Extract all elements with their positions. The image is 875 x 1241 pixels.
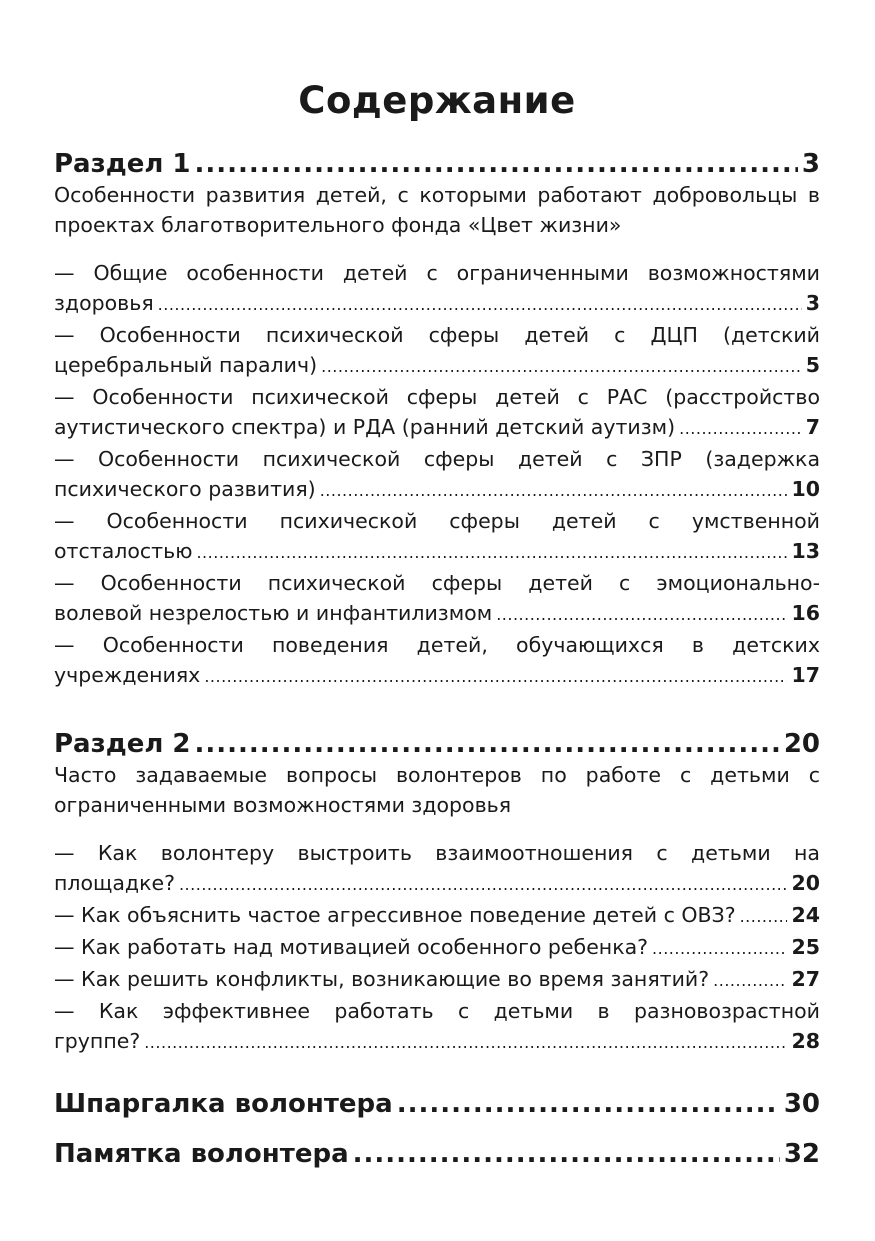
- toc-item-text-line-2: аутистического спектра) и РДА (ранний детский аутизм): [54, 415, 676, 439]
- cheatsheet-page: 30: [783, 1089, 820, 1119]
- toc-item-page: 3: [805, 291, 820, 315]
- toc-item-text-line-1: — Как волонтеру выстроить взаимоотношения с детьми на: [54, 841, 820, 865]
- toc-item-text-line-2: волевой незрелостью и инфантилизмом: [54, 601, 493, 625]
- toc-item-text-line-2: группе?: [54, 1029, 141, 1053]
- toc-entry-cheatsheet[interactable]: [54, 1088, 820, 1120]
- toc-item-text-line-1: — Общие особенности детей с ограниченными возможностями: [54, 261, 820, 285]
- toc-item-page: 27: [791, 967, 820, 991]
- toc-item-last-line: [54, 350, 820, 382]
- toc-item-text-line-1: — Как эффективнее работать с детьми в разновозрастной: [54, 999, 820, 1023]
- dot-leader: [204, 662, 787, 692]
- toc-item[interactable]: [54, 838, 820, 900]
- toc-item-page: 25: [791, 935, 820, 959]
- cheatsheet-title: Шпаргалка волонтера: [54, 1089, 393, 1119]
- toc-item-page: 5: [805, 353, 820, 377]
- toc-entry-section-2[interactable]: [54, 728, 820, 760]
- toc-item[interactable]: [54, 444, 820, 506]
- dot-leader: [179, 870, 788, 900]
- memo-page: 32: [783, 1139, 820, 1169]
- dot-leader: [320, 476, 788, 506]
- section-2-description: Часто задаваемые вопросы волонтеров по работе с детьми с ограниченными возможностями здоровья: [54, 763, 820, 817]
- toc-item-last-line: [54, 932, 820, 964]
- toc-item-last-line: [54, 412, 820, 444]
- toc-item-page: 7: [805, 415, 820, 439]
- toc-item-last-line: [54, 900, 820, 932]
- toc-item[interactable]: [54, 258, 820, 320]
- toc-item-text-line-2: здоровья: [54, 291, 154, 315]
- dot-leader: [353, 1138, 780, 1170]
- toc-item-text-line-2: церебральный паралич): [54, 353, 318, 377]
- toc-item-last-line: [54, 474, 820, 506]
- toc-entry-section-1[interactable]: [54, 148, 820, 180]
- dot-leader: [196, 538, 787, 568]
- dot-leader: [195, 728, 780, 760]
- section-2-page: 20: [783, 729, 820, 759]
- toc-item[interactable]: [54, 506, 820, 568]
- dot-leader: [158, 290, 802, 320]
- toc-item-text-line-1: — Особенности психической сферы детей с эмоционально-: [54, 571, 820, 595]
- dot-leader: [195, 148, 798, 180]
- toc-item[interactable]: [54, 964, 820, 996]
- toc-item-page: 24: [791, 903, 820, 927]
- toc-item-text-line-2: психического развития): [54, 477, 316, 501]
- table-of-contents: [54, 78, 820, 1170]
- toc-item-page: 17: [791, 663, 820, 687]
- dot-leader: [679, 414, 802, 444]
- toc-item-text-line-1: — Особенности психической сферы детей с ДЦП (детский: [54, 323, 820, 347]
- toc-item-text-line-2: площадке?: [54, 871, 175, 895]
- dot-leader: [496, 600, 787, 630]
- section-2-title: Раздел 2: [54, 729, 191, 759]
- toc-item-last-line: [54, 964, 820, 996]
- toc-item-last-line: [54, 868, 820, 900]
- toc-item-page: 20: [791, 871, 820, 895]
- dot-leader: [652, 934, 787, 964]
- toc-item-page: 28: [791, 1029, 820, 1053]
- toc-item-last-line: [54, 1026, 820, 1058]
- toc-item-last-line: [54, 660, 820, 692]
- dot-leader: [321, 352, 802, 382]
- memo-title: Памятка волонтера: [54, 1139, 349, 1169]
- toc-item-text-line-2: отсталостью: [54, 539, 193, 563]
- section-1-description: Особенности развития детей, с которыми работают добровольцы в проектах благотворительного фонда «Цвет жизни»: [54, 183, 820, 237]
- dot-leader: [144, 1028, 787, 1058]
- toc-item-text-line-1: — Особенности психической сферы детей с ЗПР (задержка: [54, 447, 820, 471]
- toc-item-text-line-2: учреждениях: [54, 663, 201, 687]
- toc-item-text-line-2: — Как решить конфликты, возникающие во время занятий?: [54, 967, 710, 991]
- toc-item-text-line-1: — Особенности психической сферы детей с умственной: [54, 509, 820, 533]
- toc-item-text-line-2: — Как работать над мотивацией особенного ребенка?: [54, 935, 649, 959]
- section-1-title: Раздел 1: [54, 149, 191, 179]
- toc-item[interactable]: [54, 630, 820, 692]
- toc-item-page: 16: [791, 601, 820, 625]
- toc-item-last-line: [54, 288, 820, 320]
- section-1-items: [54, 258, 820, 692]
- toc-item[interactable]: [54, 382, 820, 444]
- toc-item-text-line-1: — Особенности поведения детей, обучающихся в детских: [54, 633, 820, 657]
- toc-item[interactable]: [54, 900, 820, 932]
- toc-item[interactable]: [54, 320, 820, 382]
- toc-item-last-line: [54, 536, 820, 568]
- toc-item-last-line: [54, 598, 820, 630]
- toc-item[interactable]: [54, 932, 820, 964]
- toc-item-text-line-2: — Как объяснить частое агрессивное поведение детей с ОВЗ?: [54, 903, 736, 927]
- toc-entry-memo[interactable]: [54, 1138, 820, 1170]
- toc-item-text-line-1: — Особенности психической сферы детей с РАС (расстройство: [54, 385, 820, 409]
- toc-item-page: 10: [791, 477, 820, 501]
- dot-leader: [713, 966, 787, 996]
- section-1-page: 3: [801, 149, 820, 179]
- page-title: Содержание: [298, 79, 576, 122]
- toc-item-page: 13: [791, 539, 820, 563]
- dot-leader: [397, 1088, 780, 1120]
- dot-leader: [740, 902, 788, 932]
- section-2-items: [54, 838, 820, 1058]
- toc-item[interactable]: [54, 568, 820, 630]
- toc-item[interactable]: [54, 996, 820, 1058]
